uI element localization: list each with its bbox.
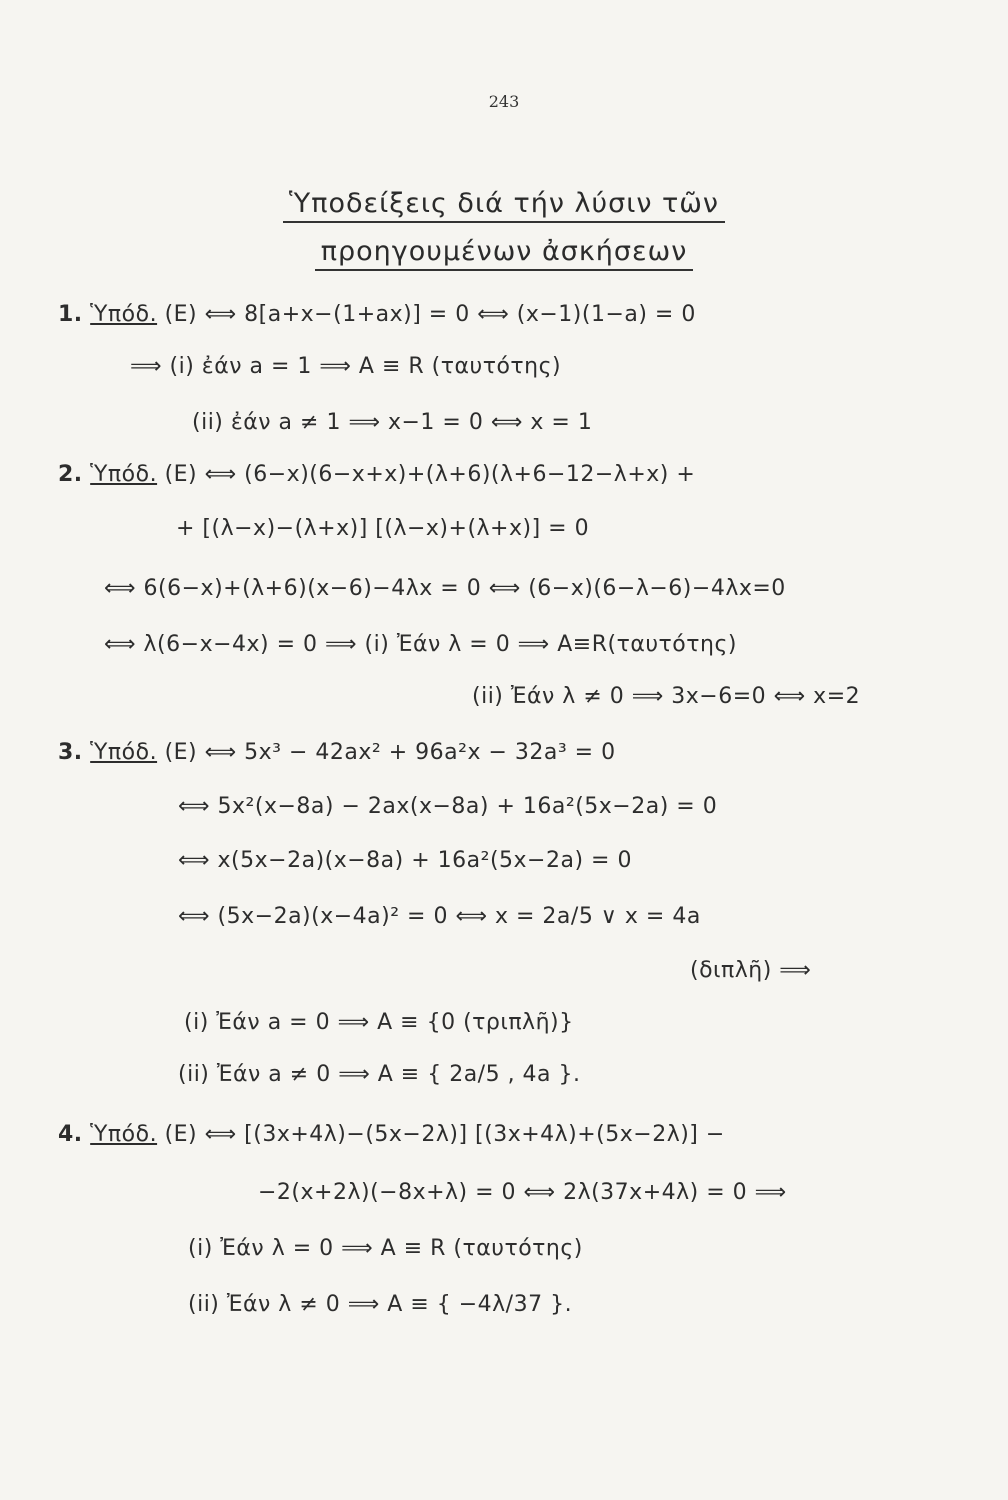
problem-2-line-4: ⟺ λ(6−x−4x) = 0 ⟹ (i) Ἐάν λ = 0 ⟹ A≡R(ταυτότης) xyxy=(104,632,737,657)
title-line-2: προηγουμένων ἀσκήσεων xyxy=(0,236,1008,267)
problem-3-line-2: ⟺ 5x²(x−8a) − 2ax(x−8a) + 16a²(5x−2a) = 0 xyxy=(178,794,718,819)
problem-4-line-2: −2(x+2λ)(−8x+λ) = 0 ⟺ 2λ(37x+4λ) = 0 ⟹ xyxy=(258,1180,787,1205)
problem-3-line-6: (i) Ἐάν a = 0 ⟹ A ≡ {0 (τριπλῆ)} xyxy=(184,1010,574,1035)
problem-4-line-3: (i) Ἐάν λ = 0 ⟹ A ≡ R (ταυτότης) xyxy=(188,1236,583,1261)
page-number: 243 xyxy=(488,92,520,111)
problem-1-line-3: (ii) ἐάν a ≠ 1 ⟹ x−1 = 0 ⟺ x = 1 xyxy=(192,410,593,435)
problem-3-line-7: (ii) Ἐάν a ≠ 0 ⟹ A ≡ { 2a/5 , 4a }. xyxy=(178,1062,581,1087)
problem-2-line-5: (ii) Ἐάν λ ≠ 0 ⟹ 3x−6=0 ⟺ x=2 xyxy=(472,684,861,709)
problem-4-hint-label: Ὑπόδ. xyxy=(90,1122,158,1147)
problem-3-hint-label: Ὑπόδ. xyxy=(90,740,158,765)
problem-2-hint-label: Ὑπόδ. xyxy=(90,462,158,487)
problem-1-number: 1. xyxy=(58,302,83,327)
problem-2-line-3: ⟺ 6(6−x)+(λ+6)(x−6)−4λx = 0 ⟺ (6−x)(6−λ−6)−4λx=0 xyxy=(104,576,786,601)
problem-4-line-4: (ii) Ἐάν λ ≠ 0 ⟹ A ≡ { −4λ/37 }. xyxy=(188,1292,573,1317)
problem-3-line-5: (διπλῆ) ⟹ xyxy=(690,958,812,983)
problem-4-line-1: 4. Ὑπόδ. (E) ⟺ [(3x+4λ)−(5x−2λ)] [(3x+4λ)+(5x−2λ)] − xyxy=(58,1122,725,1147)
problem-2-line-1: 2. Ὑπόδ. (E) ⟺ (6−x)(6−x+x)+(λ+6)(λ+6−12−λ+x) + xyxy=(58,462,696,487)
problem-1-hint-label: Ὑπόδ. xyxy=(90,302,158,327)
title-line-1: Ὑποδείξεις διά τήν λύσιν τῶν xyxy=(0,188,1008,219)
problem-3-number: 3. xyxy=(58,740,83,765)
problem-3-line-4: ⟺ (5x−2a)(x−4a)² = 0 ⟺ x = 2a/5 ∨ x = 4a xyxy=(178,904,701,929)
problem-2-line-2: + [(λ−x)−(λ+x)] [(λ−x)+(λ+x)] = 0 xyxy=(176,516,590,541)
problem-1-line-2: ⟹ (i) ἐάν a = 1 ⟹ A ≡ R (ταυτότης) xyxy=(130,354,562,379)
problem-3-line-3: ⟺ x(5x−2a)(x−8a) + 16a²(5x−2a) = 0 xyxy=(178,848,632,873)
problem-3-line-1: 3. Ὑπόδ. (E) ⟺ 5x³ − 42ax² + 96a²x − 32a³ = 0 xyxy=(58,740,616,765)
problem-4-number: 4. xyxy=(58,1122,83,1147)
problem-2-number: 2. xyxy=(58,462,83,487)
problem-1-line-1: 1. Ὑπόδ. (E) ⟺ 8[a+x−(1+ax)] = 0 ⟺ (x−1)(1−a) = 0 xyxy=(58,302,696,327)
